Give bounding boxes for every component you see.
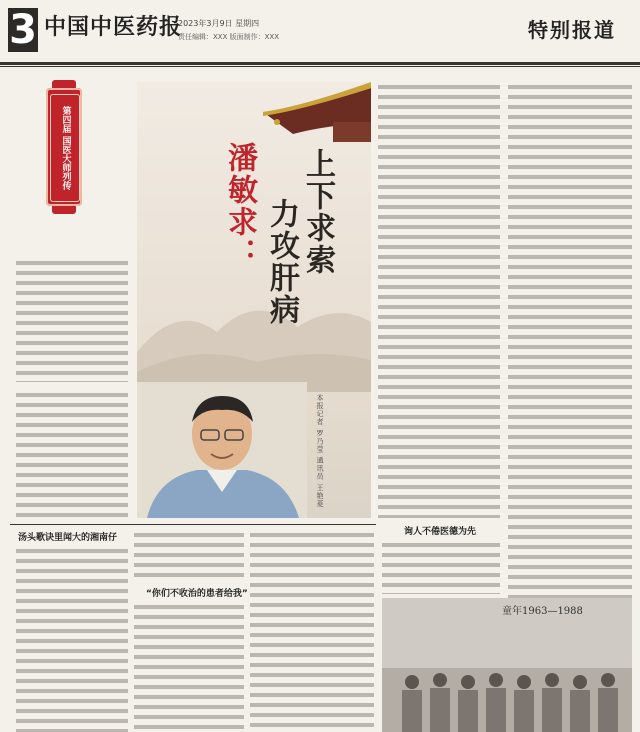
section-title: 特别报道 [528,18,616,42]
intro-text-block [16,258,128,382]
issue-date: 2023年3月9日 星期四 [178,19,260,28]
page-number: 3 [9,7,37,53]
badge-foot-icon [52,206,76,214]
photo-caption: 童年1963—1988 [502,606,583,617]
masthead-rule [0,66,640,67]
group-photo-image [382,598,632,732]
lower-left-text-block [16,546,128,732]
portrait-photo [137,382,307,518]
col4-text-block [508,82,632,598]
group-photo [382,598,632,732]
headline-line1: 上下求索 [300,148,335,276]
lower-right-text-block [382,540,500,594]
lower-mid-text-block [134,602,244,732]
left-text-block [16,390,128,518]
subhead-left: 汤头歌诀里闻大的湘南仔 [18,533,118,543]
lower-center-text-block [250,530,374,732]
subhead-right: 询人不倦医德为先 [404,527,477,537]
paper-name: 中国中医药报 [44,14,183,40]
series-badge-label: 第四届 国医大师列传 [50,94,80,202]
lower-mid-text-top [134,530,244,582]
headline-line2: 力攻肝病 [264,198,299,326]
headline-byline: 本报记者 罗乃莹 通讯员 王艳菱 [316,394,324,508]
editor-credits: 责任编辑：XXX 版面制作：XXX [178,33,279,41]
badge-cap-icon [52,80,76,88]
hero-image [137,82,371,518]
series-badge [46,88,82,206]
subhead-mid: “你们不收治的患者给我” [146,589,248,599]
lower-rule [10,524,376,525]
col3-text-block [378,82,500,518]
headline-name: 潘敏求： [222,142,257,270]
pavilion-eave-icon [263,82,371,142]
